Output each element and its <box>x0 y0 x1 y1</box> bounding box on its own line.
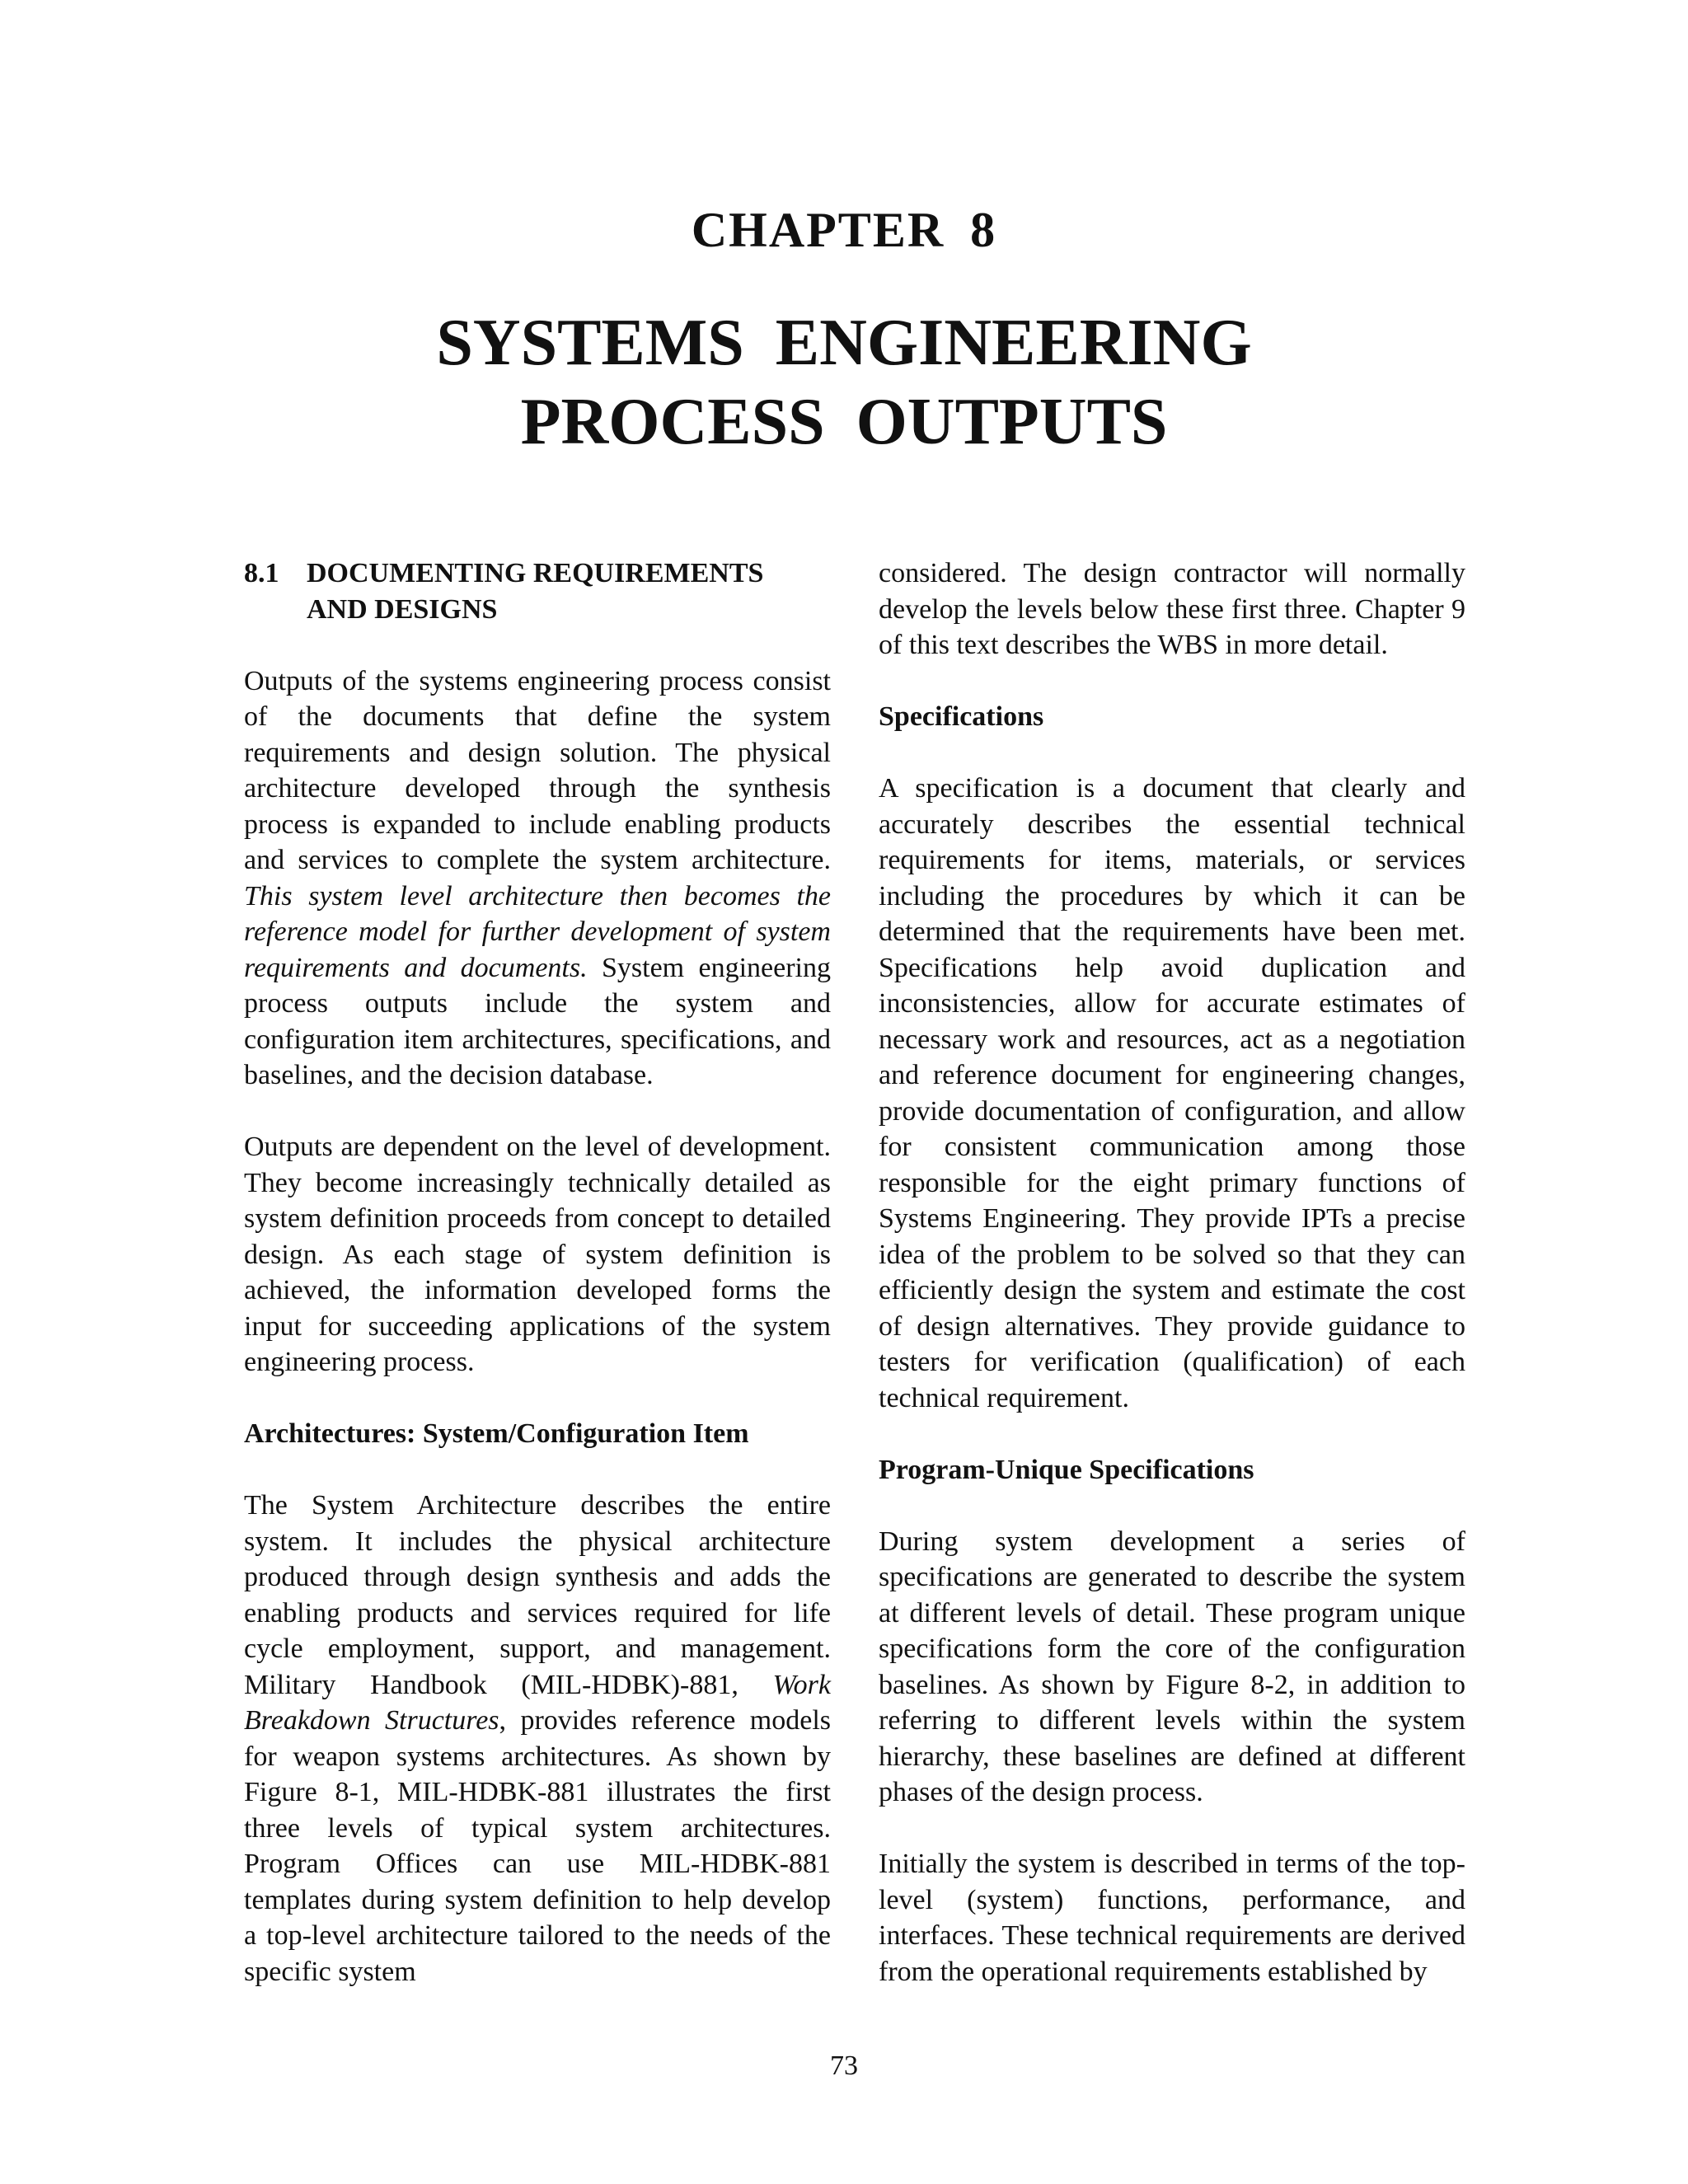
right-column <box>879 555 1465 2026</box>
heading-program-unique-specifications: Program-Unique Specifications <box>879 1454 1254 1485</box>
paragraph-continued: considered. The design contractor will normally develop the levels below these first three. Chapter 9 of this text describes the WBS in more detail. <box>879 558 1465 660</box>
section-title <box>307 555 763 627</box>
left-column <box>244 555 831 2026</box>
chapter-label: CHAPTER 8 <box>691 203 997 257</box>
section-title-line-2: AND DESIGNS <box>307 593 498 625</box>
paragraph-initially: Initially the system is described in terms of the top-level (system) functions, performance, and interfaces. These technical requirements are derived from the operational requirements established by <box>879 1849 1465 1987</box>
paragraph-specifications: A specification is a document that clearly and accurately describes the essential technical requirements for items, materials, or services including the procedures by which it can be determined that the requirements have been met. Specifications help avoid duplication and inconsistencies, allow for accurate estimates of necessary work and resources, act as a negotiation and reference document for engineering changes, provide documentation of configuration, and allow for consistent communication among those responsible for the eight primary functions of Systems Engineering. They provide IPTs a precise idea of the problem to be solved so that they can efficiently design the system and estimate the cost of design alternatives. They provide guidance to testers for verification (qualification) of each technical requirement. <box>879 773 1465 1413</box>
page-number: 73 <box>830 2050 858 2081</box>
paragraph-italic-text: This system level architecture then becomes the reference model for further development of system requirements and documents. <box>244 880 831 983</box>
paragraph-level-of-development: Outputs are dependent on the level of development. They become increasingly technically detailed as system definition proceeds from concept to detailed design. As each stage of system definition is achieved, the information developed forms the input for succeeding applications of the system engineering process. <box>244 1132 831 1377</box>
section-heading <box>244 555 831 627</box>
paragraph-italic-text: Work Breakdown Structures <box>244 1669 831 1736</box>
paragraph-program-unique: During system development a series of specifications are generated to describe the system at different levels of detail. These program unique specifications form the core of the configuration baselines. As shown by Figure 8-2, in addition to referring to different levels within the system hierarchy, these baselines are defined at different phases of the design process. <box>879 1526 1465 1807</box>
section-title-line-1: DOCUMENTING REQUIREMENTS <box>307 558 764 588</box>
paragraph-text: The System Architecture describes the entire system. It includes the physical architecture produced through design synthesis and adds the enabling products and services required for life cycle employment, support, and management. Military Handbook (MIL-HDBK)-881, <box>244 1490 831 1700</box>
chapter-title-line-2: PROCESS OUTPUTS <box>520 386 1168 458</box>
heading-specifications: Specifications <box>879 701 1044 732</box>
paragraph-outputs-intro <box>244 663 831 1094</box>
chapter-title <box>0 303 1688 462</box>
paragraph-text: Outputs of the systems engineering process consist of the documents that define the system requirements and design solution. The physical architecture developed through the synthesis process is expanded to include enabling products and services to complete the system architecture. <box>244 665 831 875</box>
paragraph-system-architecture <box>244 1488 831 1990</box>
chapter-title-line-1: SYSTEMS ENGINEERING <box>436 307 1252 379</box>
paragraph-text: System engineering process outputs include the system and configuration item architectures, specifications, and baselines, and the decision database. <box>244 952 831 1090</box>
paragraph-text: , provides reference models for weapon systems architectures. As shown by Figure 8-1, MIL-HDBK-881 illustrates the first three levels of typical system architectures. Program Offices can use MIL-HDBK-881 templates during system definition to help develop a top-level architecture tailored to the needs of the specific system <box>244 1705 831 1987</box>
section-number: 8.1 <box>244 558 279 588</box>
heading-architectures: Architectures: System/Configuration Item <box>244 1418 749 1449</box>
